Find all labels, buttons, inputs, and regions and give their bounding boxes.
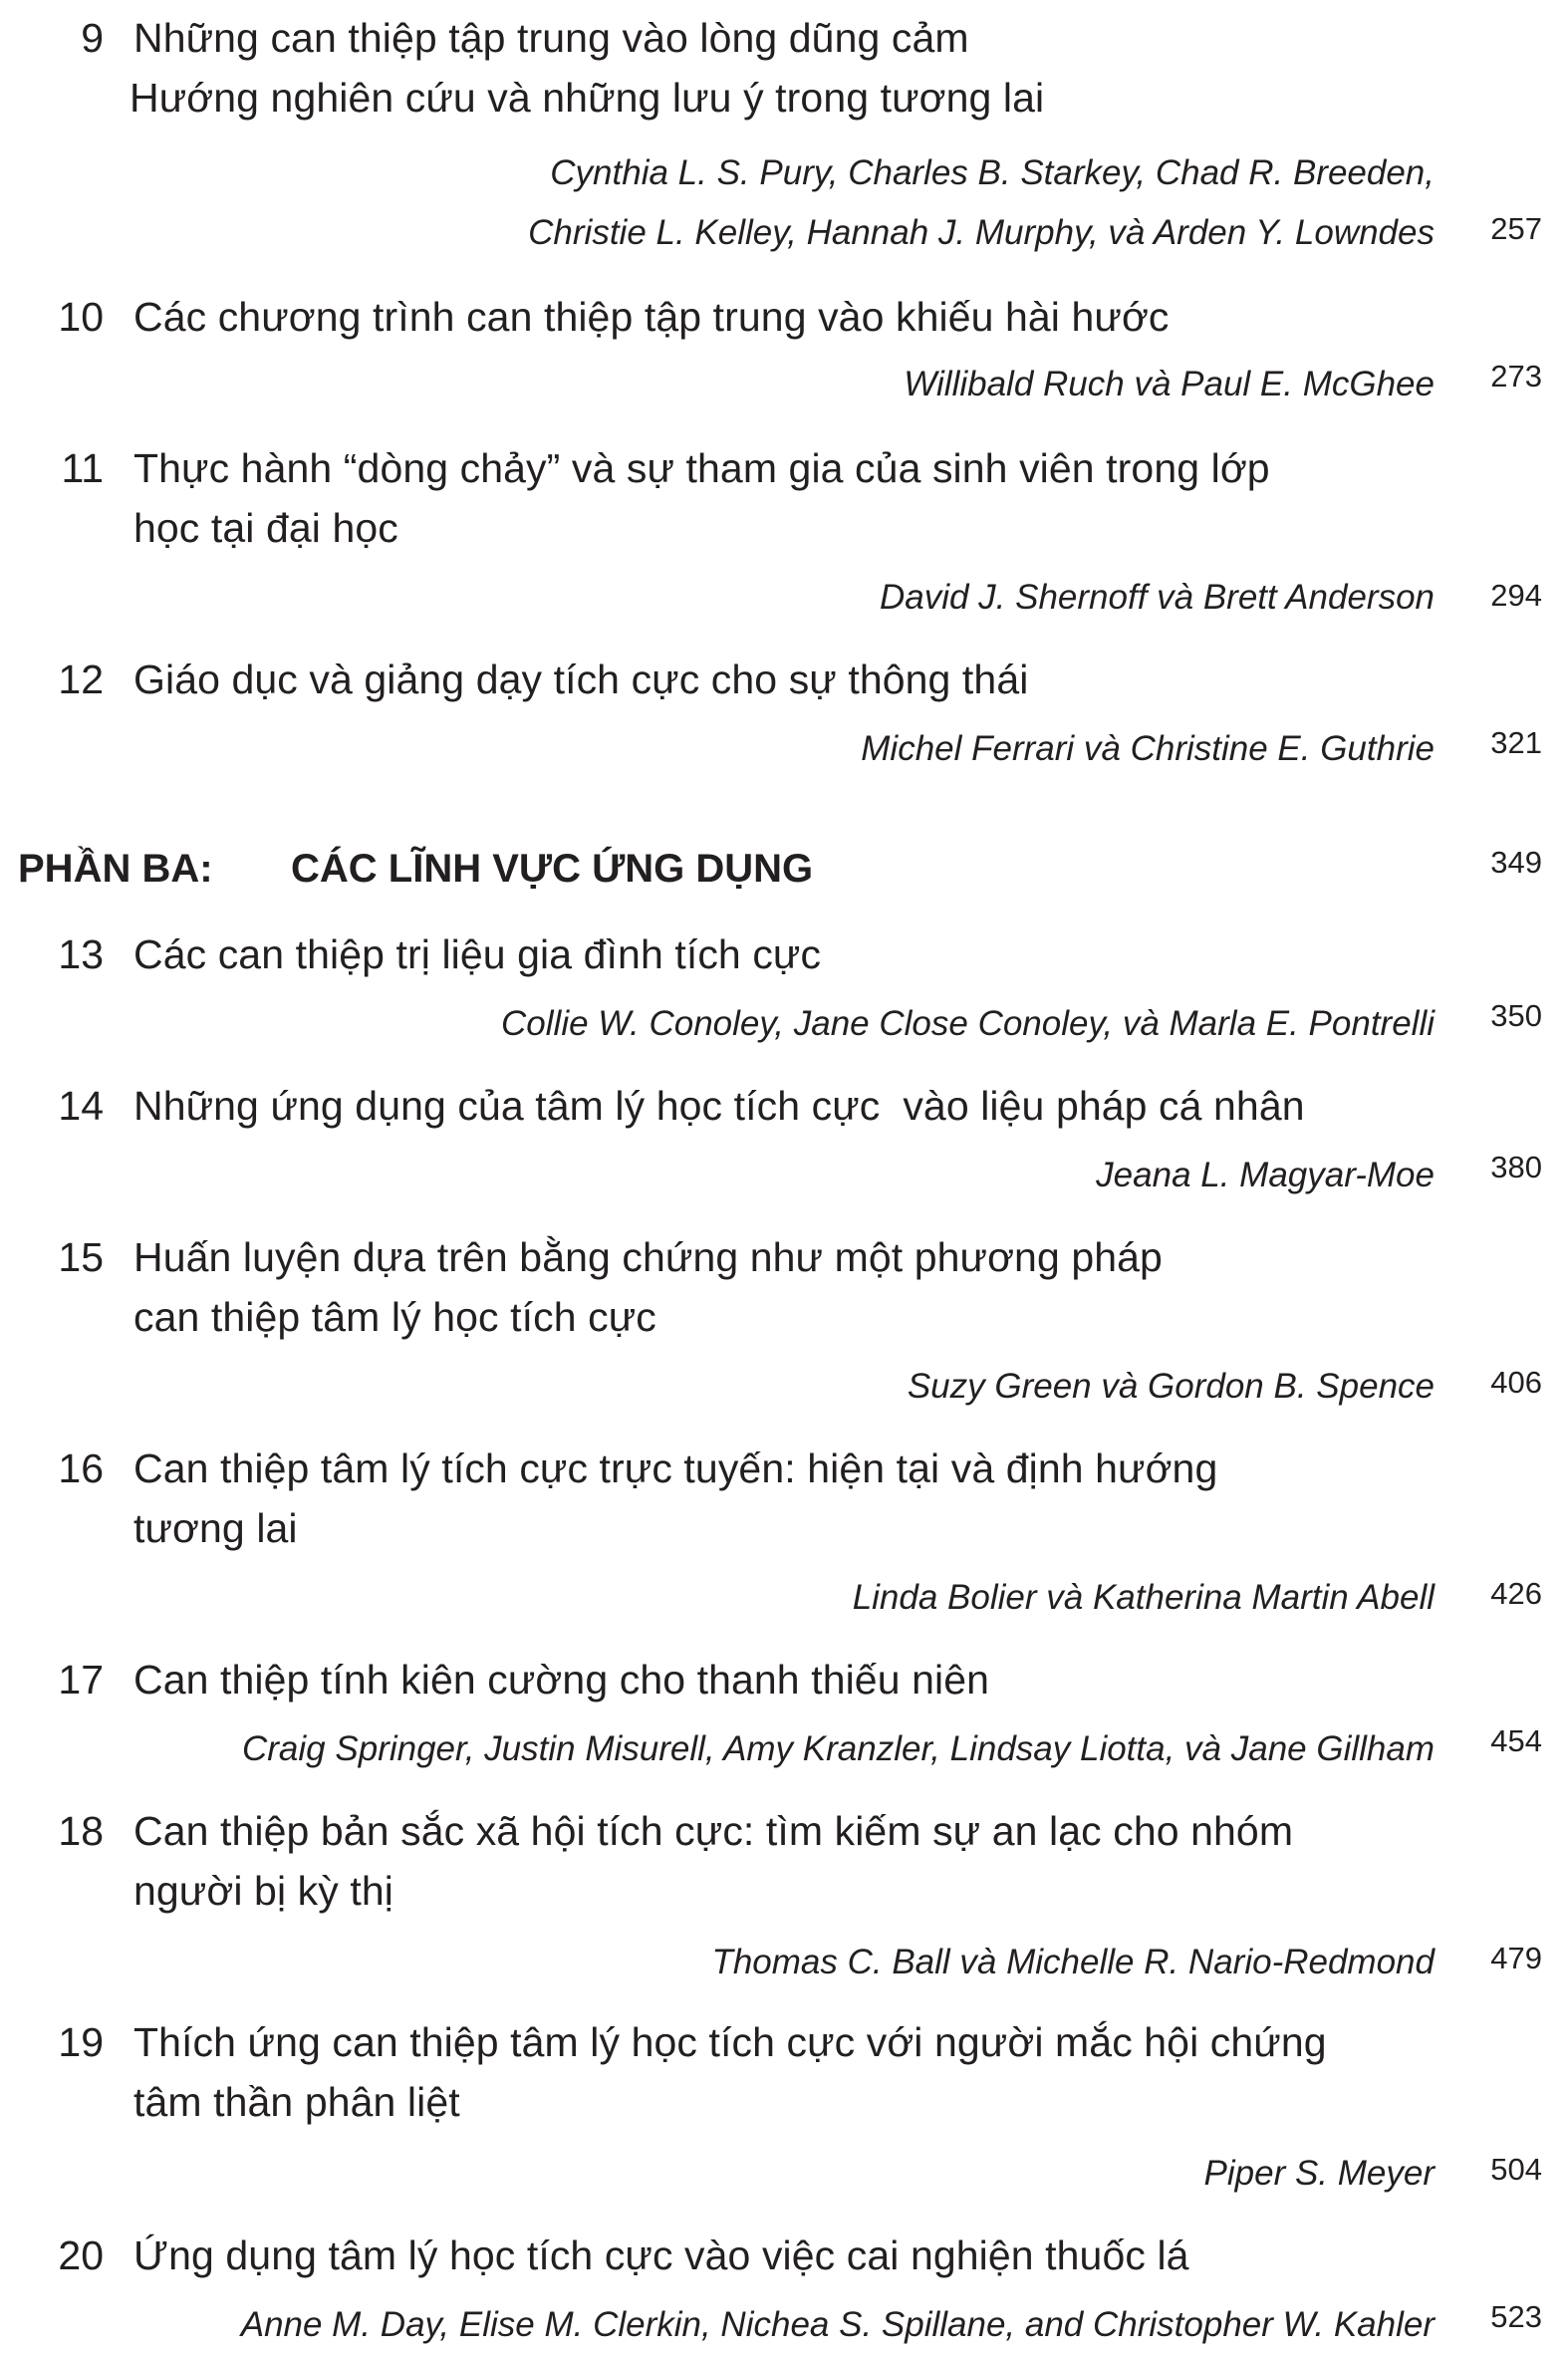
chapter-number: 15	[58, 1234, 104, 1280]
page-number: 349	[1490, 845, 1542, 880]
authors-line: David J. Shernoff và Brett Anderson	[879, 578, 1435, 617]
chapter-authors	[139, 2144, 1435, 2204]
page-number: 406	[1490, 1365, 1542, 1400]
chapter-title	[133, 1076, 1399, 1136]
chapter-authors	[139, 1146, 1435, 1205]
chapter-authors	[139, 355, 1435, 414]
chapter-authors	[139, 1933, 1435, 1992]
chapter-authors	[139, 143, 1435, 263]
chapter-authors	[139, 2295, 1435, 2355]
authors-line: Cynthia L. S. Pury, Charles B. Starkey, Chad R. Breeden,	[550, 153, 1435, 192]
chapter-number: 13	[58, 931, 104, 977]
chapter-title-line: Những ứng dụng của tâm lý học tích cực vào liệu pháp cá nhân	[133, 1083, 1305, 1129]
authors-line: Suzy Green và Gordon B. Spence	[907, 1367, 1435, 1406]
page-number: 504	[1490, 2152, 1542, 2187]
chapter-number: 18	[58, 1808, 104, 1854]
page-number: 294	[1490, 578, 1542, 613]
chapter-authors	[139, 568, 1435, 628]
authors-line: Anne M. Day, Elise M. Clerkin, Nichea S. Spillane, and Christopher W. Kahler	[240, 2305, 1435, 2344]
authors-line: Christie L. Kelley, Hannah J. Murphy, và Arden Y. Lowndes	[528, 213, 1435, 252]
page-number: 380	[1490, 1150, 1542, 1184]
chapter-title-line: Các can thiệp trị liệu gia đình tích cực	[133, 931, 822, 977]
chapter-title-line: Can thiệp bản sắc xã hội tích cực: tìm kiếm sự an lạc cho nhóm	[133, 1808, 1294, 1854]
chapter-title-line: người bị kỳ thị	[133, 1868, 393, 1914]
authors-line: Craig Springer, Justin Misurell, Amy Kranzler, Lindsay Liotta, và Jane Gillham	[242, 1729, 1435, 1768]
page-number: 273	[1490, 359, 1542, 393]
chapter-number: 12	[58, 656, 104, 702]
page-number: 479	[1490, 1941, 1542, 1975]
chapter-title	[133, 1801, 1399, 1921]
authors-line: Michel Ferrari và Christine E. Guthrie	[861, 729, 1435, 768]
chapter-title	[133, 2012, 1399, 2132]
chapter-title	[133, 650, 1399, 709]
authors-line: Willibald Ruch và Paul E. McGhee	[904, 365, 1435, 403]
chapter-number: 11	[61, 445, 104, 491]
chapter-title-line: tâm thần phân liệt	[133, 2079, 460, 2125]
chapter-authors	[139, 1357, 1435, 1417]
page-number: 321	[1490, 725, 1542, 760]
page-number: 426	[1490, 1576, 1542, 1611]
chapter-number: 9	[81, 15, 104, 61]
chapter-title-line: can thiệp tâm lý học tích cực	[133, 1294, 656, 1340]
chapter-title-line: Ứng dụng tâm lý học tích cực vào việc cai nghiện thuốc lá	[133, 2232, 1189, 2278]
chapter-title-line: Can thiệp tâm lý tích cực trực tuyến: hiện tại và định hướng	[133, 1445, 1218, 1491]
chapter-title-line: Thích ứng can thiệp tâm lý học tích cực với người mắc hội chứng	[133, 2019, 1327, 2065]
chapter-number: 16	[58, 1445, 104, 1491]
authors-line: Collie W. Conoley, Jane Close Conoley, và Marla E. Pontrelli	[501, 1004, 1435, 1043]
chapter-title-line: Hướng nghiên cứu và những lưu ý trong tương lai	[130, 75, 1045, 121]
chapter-number: 17	[58, 1657, 104, 1702]
chapter-title	[133, 1439, 1399, 1558]
authors-line: Thomas C. Ball và Michelle R. Nario-Redmond	[711, 1943, 1435, 1981]
chapter-title-line: Những can thiệp tập trung vào lòng dũng cảm	[133, 15, 969, 61]
chapter-title-line: Các chương trình can thiệp tập trung vào khiếu hài hước	[133, 294, 1170, 340]
chapter-number: 14	[58, 1083, 104, 1129]
chapter-authors	[139, 994, 1435, 1054]
chapter-number: 19	[58, 2019, 104, 2065]
page-number: 350	[1490, 998, 1542, 1033]
page-number: 454	[1490, 1723, 1542, 1758]
chapter-title-line: Thực hành “dòng chảy” và sự tham gia của sinh viên trong lớp	[133, 445, 1270, 491]
chapter-title	[133, 287, 1399, 347]
chapter-title-line: Can thiệp tính kiên cường cho thanh thiếu niên	[133, 1657, 990, 1702]
authors-line: Linda Bolier và Katherina Martin Abell	[852, 1578, 1435, 1617]
part-label: PHẦN BA:	[18, 847, 213, 891]
chapter-title	[133, 438, 1399, 558]
chapter-title-line: học tại đại học	[133, 505, 398, 551]
chapter-title	[130, 8, 1399, 128]
authors-line: Piper S. Meyer	[1203, 2154, 1435, 2193]
part-title: CÁC LĨNH VỰC ỨNG DỤNG	[291, 847, 814, 891]
chapter-title	[133, 1227, 1399, 1347]
chapter-authors	[139, 719, 1435, 779]
chapter-title	[133, 2226, 1399, 2285]
chapter-title	[133, 924, 1399, 984]
chapter-authors	[139, 1719, 1435, 1779]
chapter-title-line: tương lai	[133, 1505, 298, 1551]
page-number: 257	[1490, 211, 1542, 246]
chapter-number: 20	[58, 2232, 104, 2278]
chapter-title-line: Huấn luyện dựa trên bằng chứng như một phương pháp	[133, 1234, 1163, 1280]
chapter-title-line: Giáo dục và giảng dạy tích cực cho sự thông thái	[133, 656, 1029, 702]
authors-line: Jeana L. Magyar-Moe	[1096, 1156, 1435, 1194]
chapter-title	[133, 1650, 1399, 1709]
chapter-number: 10	[58, 294, 104, 340]
page-number: 523	[1490, 2299, 1542, 2334]
chapter-authors	[139, 1568, 1435, 1628]
